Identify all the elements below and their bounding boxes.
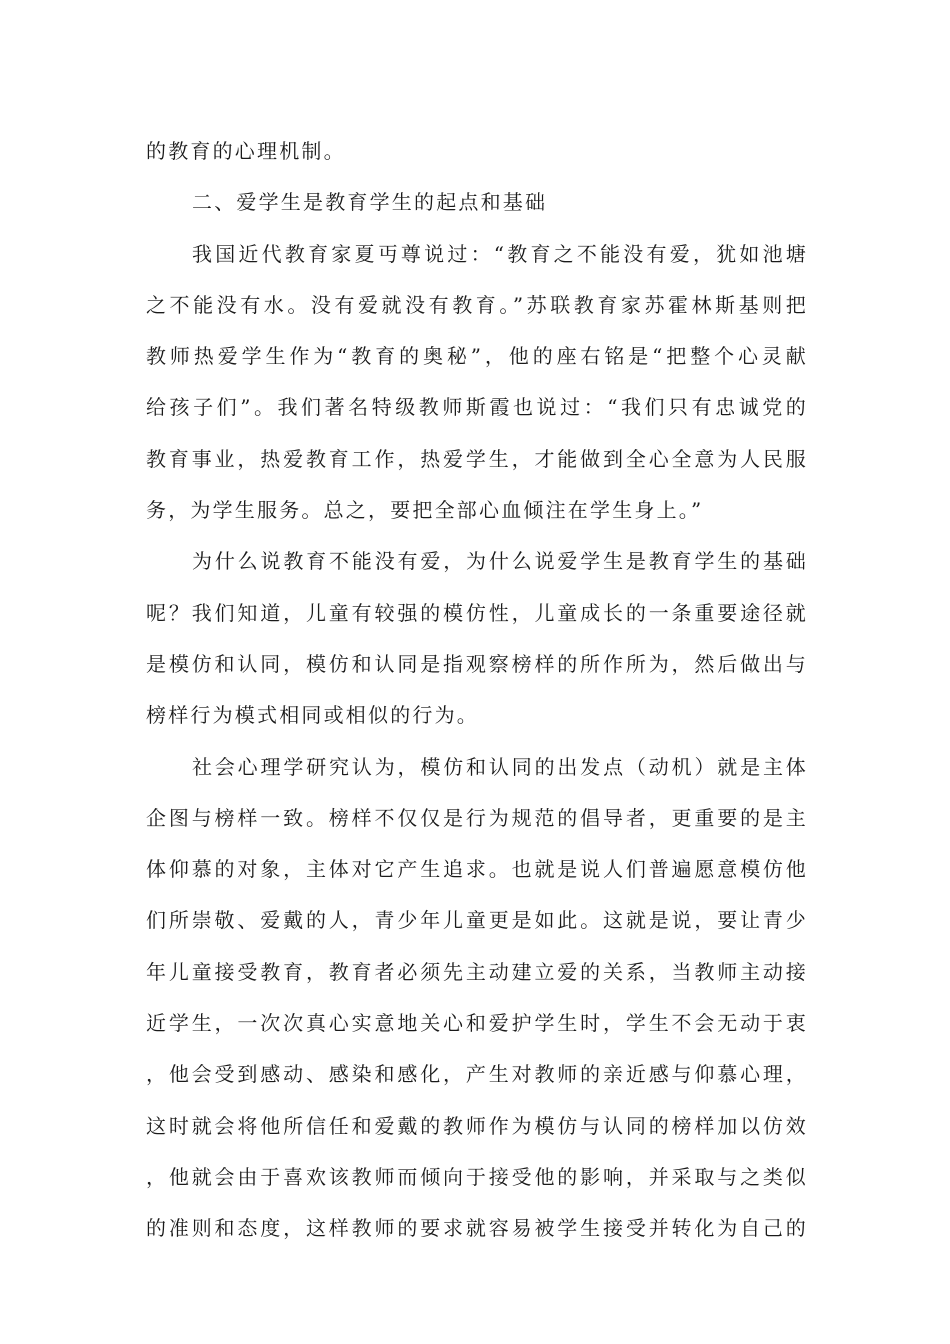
section-heading bbox=[146, 179, 808, 230]
text-line bbox=[146, 231, 808, 282]
text-line bbox=[146, 744, 808, 795]
text-line bbox=[146, 641, 808, 692]
text-line bbox=[146, 282, 808, 333]
text-line bbox=[146, 692, 808, 743]
text-line bbox=[146, 538, 808, 589]
line-text: 体仰慕的对象，主体对它产生追求。也就是说人们普遍愿意模仿他 bbox=[146, 857, 808, 882]
line-text: 为什么说教育不能没有爱，为什么说爱学生是教育学生的基础 bbox=[192, 549, 808, 574]
text-line bbox=[146, 1103, 808, 1154]
text-line bbox=[146, 1000, 808, 1051]
line-text: 这时就会将他所信任和爱戴的教师作为模仿与认同的榜样加以仿效 bbox=[146, 1113, 808, 1138]
line-text: 的教育的心理机制。 bbox=[146, 139, 346, 163]
line-text: 给孩子们”。我们著名特级教师斯霞也说过：“我们只有忠诚党的 bbox=[146, 395, 808, 420]
line-text: 呢？我们知道，儿童有较强的模仿性，儿童成长的一条重要途径就 bbox=[146, 600, 808, 625]
text-line bbox=[146, 897, 808, 948]
text-line bbox=[146, 1154, 808, 1205]
line-text: ，他会受到感动、感染和感化，产生对教师的亲近感与仰慕心理， bbox=[146, 1062, 808, 1087]
line-text: 社会心理学研究认为，模仿和认同的出发点（动机）就是主体 bbox=[192, 754, 808, 779]
line-text: 我国近代教育家夏丏尊说过：“教育之不能没有爱，犹如池塘 bbox=[192, 241, 808, 266]
line-text: 们所崇敬、爱戴的人，青少年儿童更是如此。这就是说，要让青少 bbox=[146, 908, 808, 933]
line-text: 年儿童接受教育，教育者必须先主动建立爱的关系，当教师主动接 bbox=[146, 959, 808, 984]
text-line bbox=[146, 795, 808, 846]
text-line bbox=[146, 436, 808, 487]
text-line bbox=[146, 487, 808, 538]
text-line bbox=[146, 384, 808, 435]
line-text: 之不能没有水。没有爱就没有教育。”苏联教育家苏霍林斯基则把 bbox=[146, 292, 808, 317]
line-text: 是模仿和认同，模仿和认同是指观察榜样的所作所为，然后做出与 bbox=[146, 651, 808, 676]
line-text: 企图与榜样一致。榜样不仅仅是行为规范的倡导者，更重要的是主 bbox=[146, 805, 808, 830]
line-text: 务，为学生服务。总之，要把全部心血倾注在学生身上。” bbox=[146, 498, 704, 523]
text-line bbox=[146, 846, 808, 897]
text-line bbox=[146, 1051, 808, 1102]
heading-text: 二、爱学生是教育学生的起点和基础 bbox=[192, 190, 548, 215]
body-text bbox=[146, 128, 808, 1257]
line-text: 教师热爱学生作为“教育的奥秘”，他的座右铭是“把整个心灵献 bbox=[146, 344, 808, 369]
text-line bbox=[146, 590, 808, 641]
line-text: 的准则和态度，这样教师的要求就容易被学生接受并转化为自己的 bbox=[146, 1216, 808, 1241]
text-line bbox=[146, 1205, 808, 1256]
line-text: 近学生，一次次真心实意地关心和爱护学生时，学生不会无动于衷 bbox=[146, 1011, 808, 1036]
text-line bbox=[146, 333, 808, 384]
text-line bbox=[146, 128, 808, 179]
line-text: 教育事业，热爱教育工作，热爱学生，才能做到全心全意为人民服 bbox=[146, 446, 808, 471]
line-text: 榜样行为模式相同或相似的行为。 bbox=[146, 703, 479, 728]
line-text: ，他就会由于喜欢该教师而倾向于接受他的影响，并采取与之类似 bbox=[146, 1164, 808, 1189]
text-line bbox=[146, 949, 808, 1000]
